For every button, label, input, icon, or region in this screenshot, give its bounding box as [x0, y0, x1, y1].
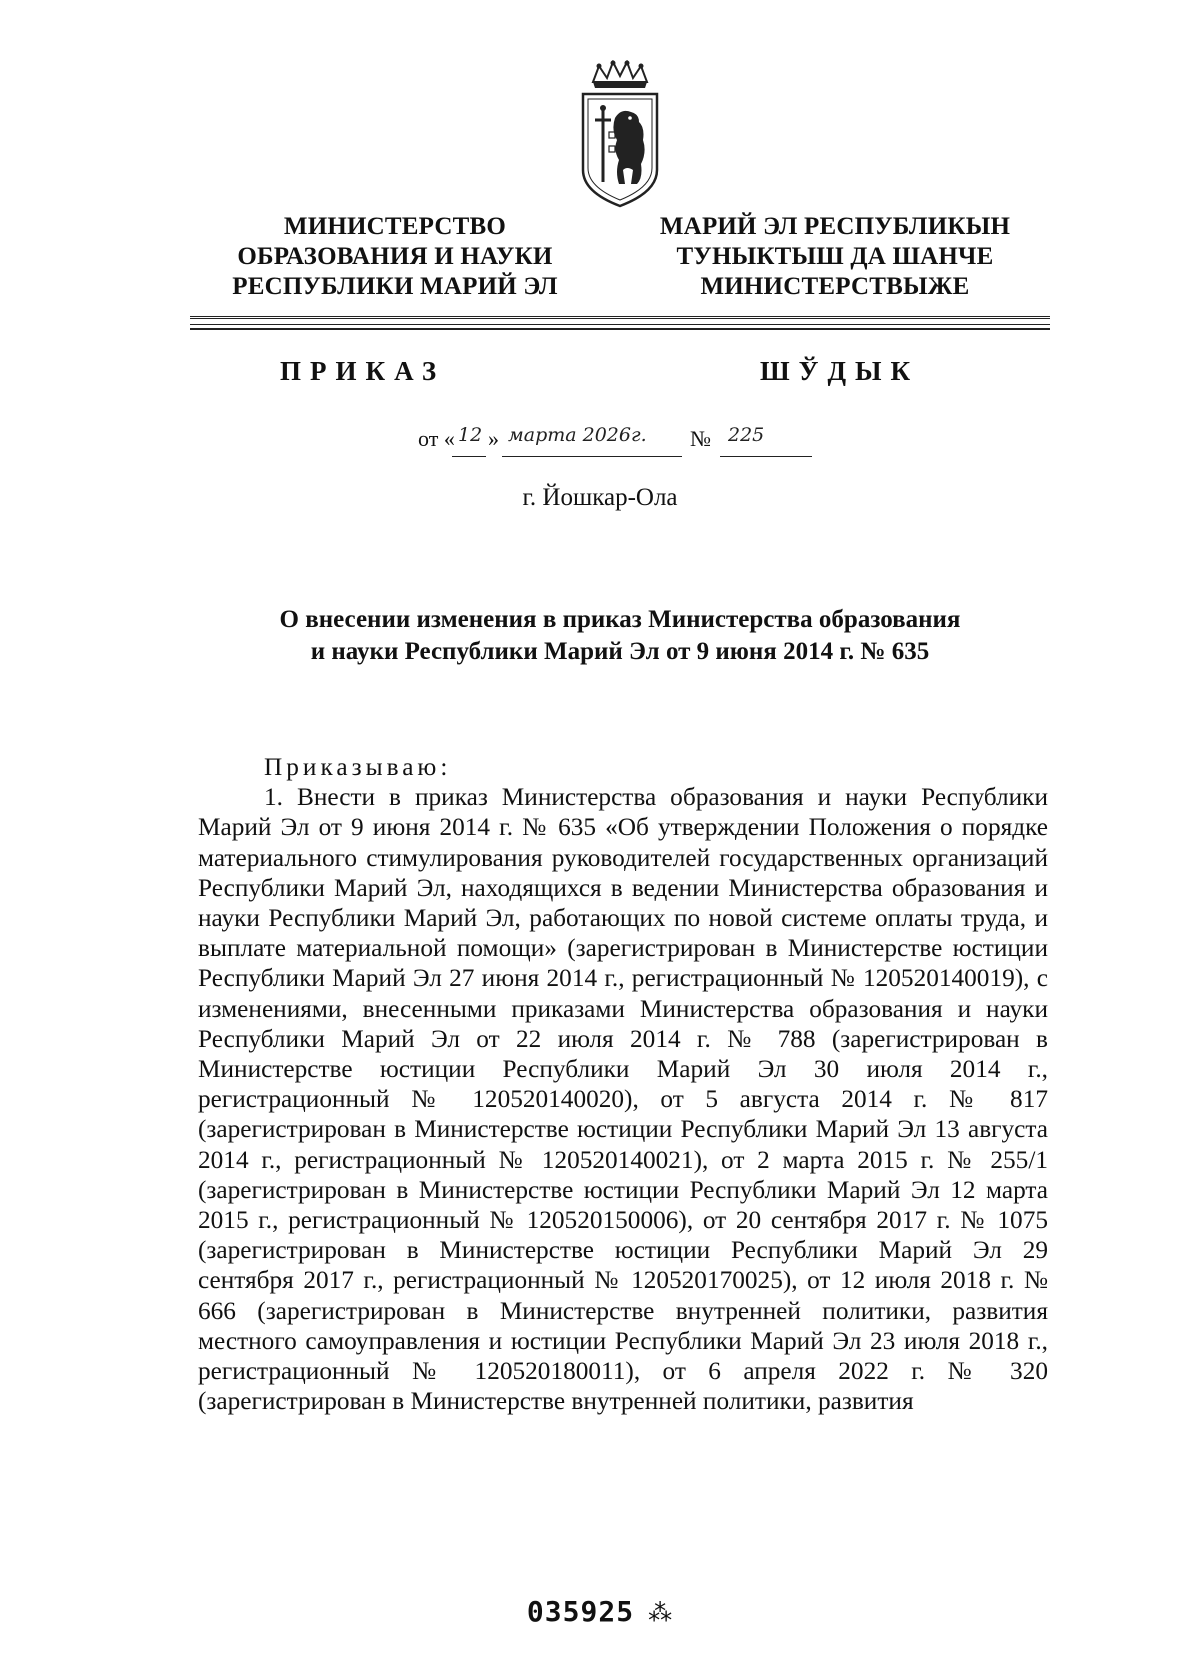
header-left-line-1: МИНИСТЕРСТВО — [283, 213, 507, 240]
header-right-line-1: МАРИЙ ЭЛ РЕСПУБЛИКЫН — [659, 213, 1011, 240]
header-left-line-2: ОБРАЗОВАНИЯ И НАУКИ — [237, 243, 553, 270]
number-underline — [720, 456, 812, 457]
date-day: 12 — [458, 424, 483, 446]
paragraph-1: 1. Внести в приказ Министерства образования и науки Республики Марий Эл от 9 июня 2014 г. № 635 «Об утверждении Положения о порядке материального стимулирования руководителей государственных организаций Республики Марий Эл, находящихся в ведении Министерства образования и науки Республики Марий Эл, работающих по новой системе оплаты труда, и выплате материальной помощи» (зарегистрирован в Министерстве юстиции Республики Марий Эл 27 июня 2014 г., регистрационный № 120520140019), с изменениями, внесенными приказами Министерства образования и науки Республики Марий Эл от 22 июля 2014 г. № 788 (зарегистрирован в Министерстве юстиции Республики Марий Эл 30 июля 2014 г., регистрационный № 120520140020), от 5 августа 2014 г. № 817 (зарегистрирован в Министерстве юстиции Республики Марий Эл 13 августа 2014 г., регистрационный № 120520140021), от 2 марта 2015 г. № 255/1 (зарегистрирован в Министерстве юстиции Республики Марий Эл 12 марта 2015 г., регистрационный № 120520150006), от 20 сентября 2017 г. № 1075 (зарегистрирован в Министерстве юстиции Республики Марий Эл 29 сентября 2017 г., регистрационный № 120520170025), от 12 июля 2018 г. № 666 (зарегистрирован в Министерстве внутренней политики, развития местного самоуправления и юстиции Республики Марий Эл 23 июля 2018 г., регистрационный № 120520180011), от 6 апреля 2022 г. № 320 (зарегистрирован в Министерстве внутренней политики, развития — [198, 783, 1048, 1416]
order-number: 225 — [728, 424, 765, 446]
city: г. Йошкар-Ола — [522, 484, 678, 511]
header-right-line-3: МИНИСТЕРСТВЫЖЕ — [700, 273, 970, 300]
stamp-mark-icon: ⁂ — [648, 1599, 674, 1627]
ministry-name-russian — [200, 212, 590, 302]
header-divider — [190, 316, 1050, 319]
serial-number: 035925 — [526, 1595, 635, 1628]
document-body — [198, 752, 1048, 1416]
coat-of-arms-icon — [575, 60, 665, 210]
doc-type-mari: ШЎДЫК — [760, 356, 920, 386]
title-line-2: и науки Республики Марий Эл от 9 июня 2014 г. № 635 — [310, 638, 930, 665]
header-right-line-2: ТУНЫКТЫШ ДА ШАНЧЕ — [676, 243, 994, 270]
header-left-line-3: РЕСПУБЛИКИ МАРИЙ ЭЛ — [232, 273, 558, 300]
doc-type-russian: ПРИКАЗ — [280, 356, 446, 386]
document-title — [200, 604, 1040, 668]
header-divider-bold — [190, 328, 1050, 330]
date-month-year: марта 2026г. — [508, 424, 647, 446]
serial-stamp — [0, 1595, 1200, 1628]
date-close-quote: » — [488, 426, 499, 451]
date-number-line — [418, 426, 838, 460]
number-label: № — [690, 426, 711, 451]
month-underline — [502, 456, 682, 457]
date-prefix: от « — [418, 426, 455, 451]
order-word: Приказываю: — [264, 753, 452, 781]
ministry-name-mari — [640, 212, 1030, 302]
title-line-1: О внесении изменения в приказ Министерства образования — [279, 606, 961, 633]
day-underline — [452, 456, 486, 457]
header-divider-thin — [190, 324, 1050, 325]
